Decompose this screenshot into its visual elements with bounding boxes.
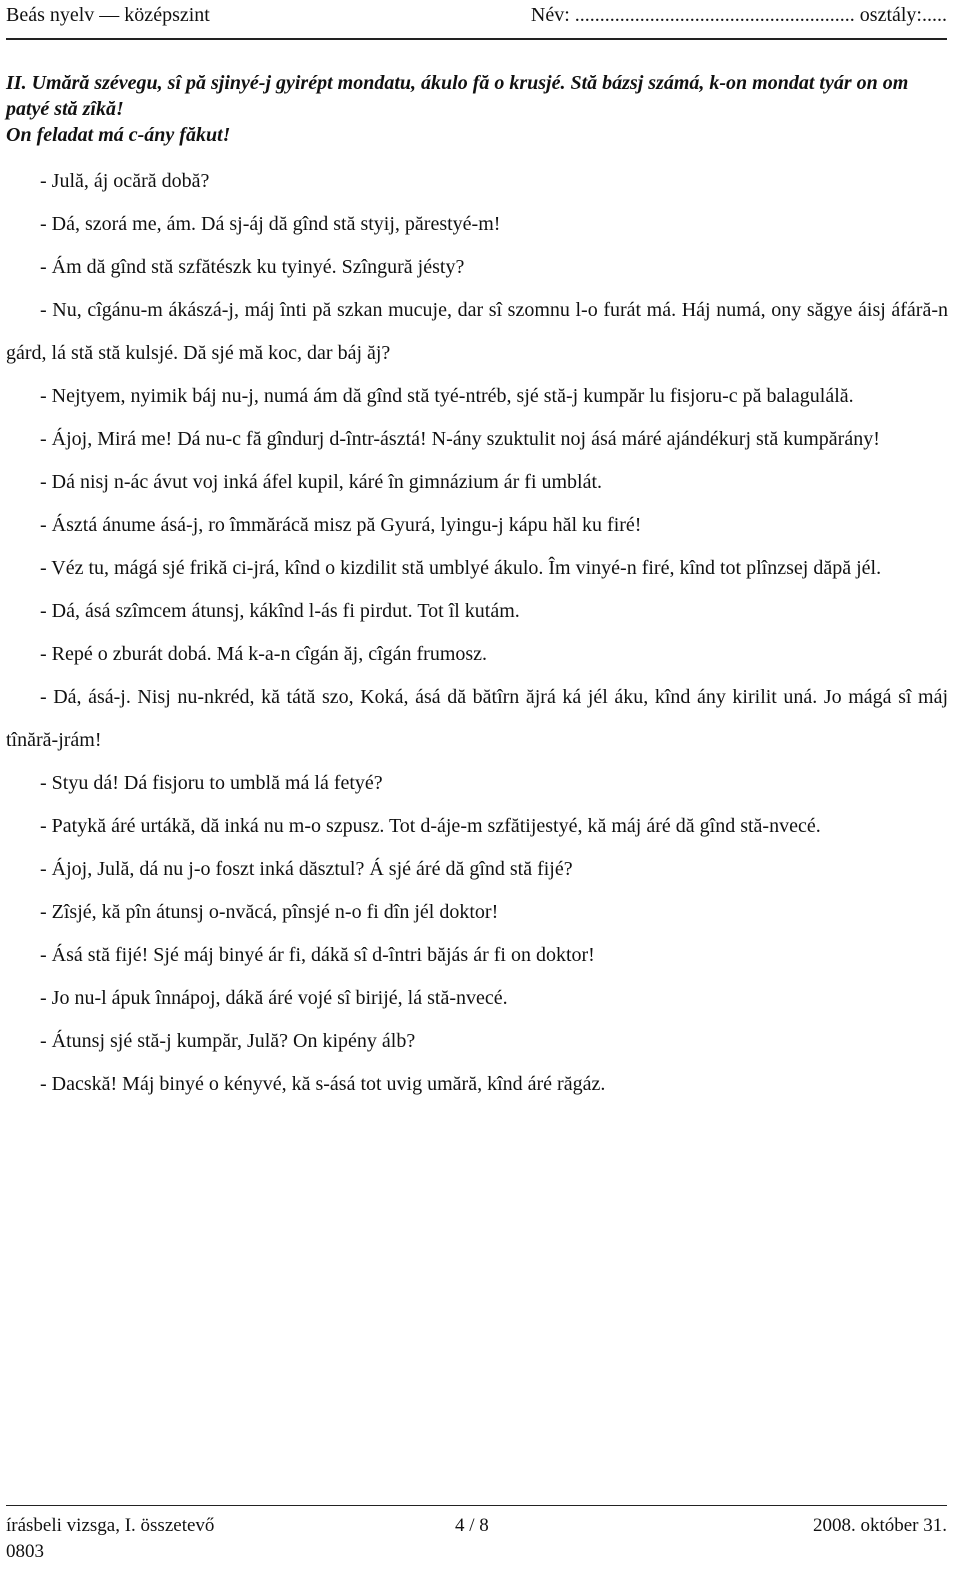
dialogue-line: - Dá, ásá szîmcem átunsj, kákînd l-ás fi pirdut. Tot îl kutám. [40,600,520,622]
dialogue-line: - Ájoj, Mirá me! Dá nu-c fă gîndurj d-într-ásztá! N-ány szuktulit noj ásá máré ajándékurj stă kumpărány! [40,428,880,450]
page-number: 4 / 8 [455,1515,489,1536]
dialogue-line: - Zîsjé, kă pîn átunsj o-nvăcá, pînsjé n-o fi dîn jél doktor! [40,901,499,923]
dialogue-text [6,160,948,1106]
footer-exam-type: írásbeli vizsga, I. összetevő [6,1515,215,1536]
task-instructions [6,70,946,148]
dialogue-line: - Dá nisj n-ác ávut voj inká áfel kupil, káré în gimnázium ár fi umblát. [40,471,603,493]
dialogue-line: - Dá, ásá-j. Nisj nu-nkréd, kă tátă szo, Koká, ásá dă bătîrn ăjrá ká jél áku, kînd ány kirilit uná. Jo mágá sî máj tînără-jrám! [6,686,948,751]
dialogue-line: - Ájoj, Julă, dá nu j-o foszt inká dăsztul? Á sjé áré dă gînd stă fijé? [40,858,573,880]
page-footer [6,1505,947,1562]
task-line: On feladat má c-ány făkut! [6,124,231,146]
dialogue-line: - Jo nu-l ápuk înnápoj, dákă áré vojé sî birijé, lá stă-nvecé. [40,987,508,1009]
dialogue-line: - Ásá stă fijé! Sjé máj binyé ár fi, dákă sî d-întri băjás ár fi on doktor! [40,944,595,966]
dialogue-line: - Átunsj sjé stă-j kumpăr, Julă? On kipény álb? [40,1030,416,1052]
footer-code: 0803 [6,1541,44,1562]
dialogue-line: - Ásztá ánume ásá-j, ro îmmărácă misz pă Gyurá, lyingu-j kápu hăl ku firé! [40,514,642,536]
dialogue-line: - Julă, áj ocără dobă? [40,170,210,192]
dialogue-line: - Ám dă gînd stă szfătészk ku tyinyé. Szîngură jésty? [40,256,465,278]
header-name-class: Név: ........................................................ osztály:..... [530,4,947,26]
dialogue-line: - Nejtyem, nyimik báj nu-j, numá ám dă gînd stă tyé-ntréb, sjé stă-j kumpăr lu fisjoru-c pă balagulálă. [40,385,854,407]
footer-date: 2008. október 31. [812,1515,947,1536]
dialogue-line: - Nu, cîgánu-m ákászá-j, máj înti pă szkan mucuje, dar sî szomnu l-o furát má. Háj numá, ony săgye áisj áfáră-n gárd, lá stă stă kulsjé. Dă sjé mă koc, dar báj ăj? [6,299,948,364]
dialogue-line: - Véz tu, mágá sjé frikă ci-jrá, kînd o kizdilit stă umblyé ákulo. Îm vinyé-n firé, kînd tot plînzsej dăpă jél. [40,557,882,579]
dialogue-line: - Styu dá! Dá fisjoru to umblă má lá fetyé? [40,772,383,794]
dialogue-line: - Dá, szorá me, ám. Dá sj-áj dă gînd stă styij, părestyé-m! [40,213,501,235]
page-header [6,0,947,40]
dialogue-line: - Patykă áré urtákă, dă inká nu m-o szpusz. Tot d-áje-m szfătijestyé, kă máj áré dă gînd stă-nvecé. [40,815,821,837]
task-line: II. Umără szévegu, sî pă sjinyé-j gyirépt mondatu, ákulo fă o krusjé. Stă bázsj számá, k-on mondat tyár on om patyé stă zîkă! [6,72,909,120]
dialogue-line: - Dacskă! Máj binyé o kényvé, kă s-ásá tot uvig umără, kînd áré răgáz. [40,1073,606,1095]
dialogue-line: - Repé o zburát dobá. Má k-a-n cîgán ăj, cîgán frumosz. [40,643,488,665]
header-subject: Beás nyelv — középszint [6,4,210,26]
